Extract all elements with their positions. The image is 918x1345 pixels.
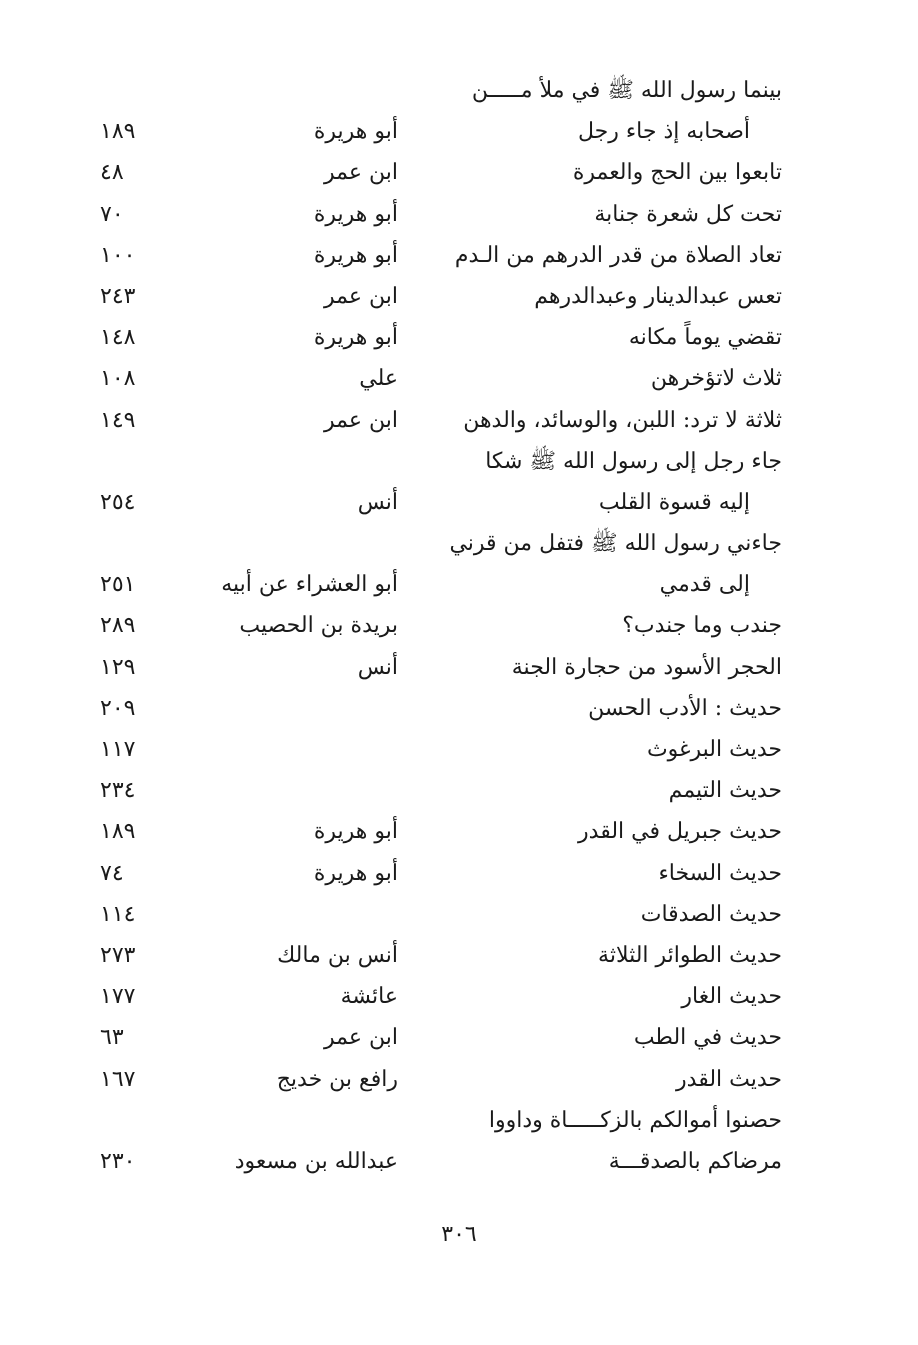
index-row (100, 729, 790, 770)
narrator: علي (359, 366, 398, 392)
page-reference: ٧٠ (100, 201, 124, 227)
index-row (100, 1059, 790, 1100)
index-row (100, 276, 790, 317)
hadith-text: تعاد الصلاة من قدر الدرهم من الـدم (454, 242, 782, 268)
page-reference: ١٠٠ (100, 242, 136, 268)
hadith-text: حديث جبريل في القدر (578, 819, 782, 845)
index-row (100, 1141, 790, 1182)
hadith-text: تعس عبدالدينار وعبدالدرهم (534, 283, 782, 309)
hadith-text: حديث الطوائر الثلاثة (598, 942, 782, 968)
narrator: بريدة بن الحصيب (239, 613, 398, 639)
page-reference: ٤٨ (100, 160, 124, 186)
hadith-text: تقضي يوماً مكانه (628, 325, 782, 351)
narrator: عائشة (340, 984, 398, 1010)
hadith-text: جاء رجل إلى رسول الله ﷺ شكا (485, 448, 782, 474)
hadith-text: إلى قدمي (659, 572, 750, 598)
narrator: أبو هريرة (313, 819, 398, 845)
page-reference: ١٠٨ (100, 366, 136, 392)
index-row (100, 1100, 790, 1141)
narrator: أبو العشراء عن أبيه (221, 572, 398, 598)
narrator: رافع بن خديج (276, 1066, 398, 1092)
narrator: أنس بن مالك (277, 942, 398, 968)
narrator: أنس (357, 654, 398, 680)
page-reference: ١٤٩ (100, 407, 136, 433)
page-reference: ١٨٩ (100, 119, 136, 145)
hadith-text: حديث الغار (681, 984, 782, 1010)
index-row (100, 976, 790, 1017)
page-reference: ١٧٧ (100, 984, 136, 1010)
page-reference: ٢٣٤ (100, 778, 136, 804)
page-reference: ١١٤ (100, 901, 136, 927)
hadith-text: ثلاثة لا ترد: اللبن، والوسائد، والدهن (463, 407, 782, 433)
index-row (100, 523, 790, 564)
page-reference: ٢٥١ (100, 572, 136, 598)
narrator: ابن عمر (324, 283, 398, 309)
narrator: ابن عمر (324, 160, 398, 186)
hadith-text: حديث : الأدب الحسن (588, 695, 782, 721)
hadith-text: ثلاث لاتؤخرهن (650, 366, 782, 392)
hadith-text: أصحابه إذ جاء رجل (577, 119, 750, 145)
index-row (100, 688, 790, 729)
hadith-text: إليه قسوة القلب (598, 489, 750, 515)
hadith-text: الحجر الأسود من حجارة الجنة (511, 654, 782, 680)
index-row (100, 564, 790, 605)
hadith-text: حديث السخاء (658, 860, 782, 886)
index-row (100, 317, 790, 358)
hadith-text: حديث القدر (676, 1066, 782, 1092)
narrator: أبو هريرة (313, 119, 398, 145)
narrator: أبو هريرة (313, 242, 398, 268)
hadith-text: حديث التيمم (668, 778, 782, 804)
page-reference: ٢٠٩ (100, 695, 136, 721)
page-reference: ١٤٨ (100, 325, 136, 351)
narrator: أبو هريرة (313, 201, 398, 227)
index-row (100, 400, 790, 441)
page-reference: ١٨٩ (100, 819, 136, 845)
narrator: ابن عمر (324, 1025, 398, 1051)
page-number: ٣٠٦ (441, 1222, 477, 1247)
page-reference: ٦٣ (100, 1025, 124, 1051)
index-row (100, 770, 790, 811)
index-row (100, 194, 790, 235)
page-reference: ٢٧٣ (100, 942, 136, 968)
index-row (100, 235, 790, 276)
hadith-text: جاءني رسول الله ﷺ فتفل من قرني (449, 531, 782, 557)
index-row (100, 152, 790, 193)
hadith-text: تابعوا بين الحج والعمرة (572, 160, 782, 186)
narrator: أبو هريرة (313, 325, 398, 351)
hadith-text: حديث في الطب (633, 1025, 782, 1051)
index-row (100, 111, 790, 152)
page-reference: ١٦٧ (100, 1066, 136, 1092)
hadith-text: بينما رسول الله ﷺ في ملأ مـــــن (471, 78, 782, 103)
hadith-text: حديث الصدقات (640, 901, 782, 927)
hadith-index-list (100, 70, 790, 1182)
index-row (100, 853, 790, 894)
index-row (100, 647, 790, 688)
index-row (100, 1017, 790, 1058)
hadith-text: حديث البرغوث (646, 737, 782, 762)
page-reference: ١١٧ (100, 737, 136, 762)
hadith-text: تحت كل شعرة جنابة (594, 201, 782, 227)
hadith-text: جندب وما جندب؟ (622, 613, 782, 639)
index-row (100, 935, 790, 976)
page-reference: ١٢٩ (100, 654, 136, 680)
narrator: عبدالله بن مسعود (234, 1148, 398, 1174)
index-row (100, 70, 790, 111)
index-row (100, 605, 790, 646)
page-reference: ٢٣٠ (100, 1148, 136, 1174)
index-row (100, 894, 790, 935)
page-reference: ٢٤٣ (100, 283, 136, 309)
index-row (100, 358, 790, 399)
hadith-text: مرضاكم بالصدقـــة (608, 1148, 782, 1174)
narrator: ابن عمر (324, 407, 398, 433)
page-reference: ٢٥٤ (100, 489, 136, 515)
index-row (100, 482, 790, 523)
index-row (100, 441, 790, 482)
page-reference: ٧٤ (100, 860, 124, 886)
narrator: أبو هريرة (313, 860, 398, 886)
narrator: أنس (357, 489, 398, 515)
hadith-text: حصنوا أموالكم بالزكـــــاة وداووا (488, 1107, 782, 1133)
index-row (100, 811, 790, 852)
page-reference: ٢٨٩ (100, 613, 136, 639)
